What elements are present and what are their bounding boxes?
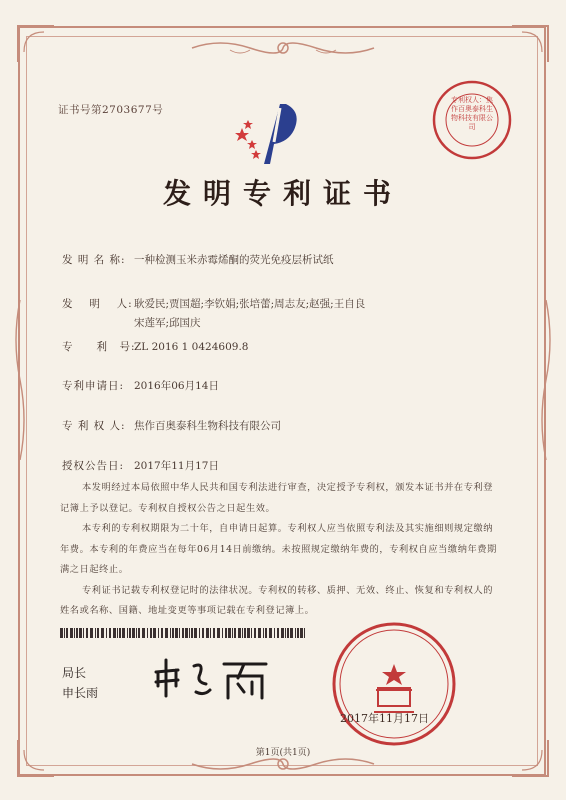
field-patent-number (62, 339, 248, 354)
signature-name: 申长雨 (62, 686, 99, 700)
field-label: 专 利 号: (62, 341, 136, 353)
page-title: 发明专利证书 (162, 177, 403, 210)
national-seal-icon (330, 620, 458, 748)
top-right-seal (430, 78, 514, 162)
field-value: 2016年06月14日 (134, 380, 219, 392)
cnipa-logo-icon (234, 98, 314, 168)
inventors-continuation: 宋莲军;邱国庆 (134, 317, 201, 329)
corner-ornament-icon (14, 22, 58, 66)
field-value: 焦作百奥泰科生物科技有限公司 (134, 420, 281, 432)
certificate-body (60, 478, 500, 622)
corner-ornament-icon (508, 22, 552, 66)
field-invention-name (62, 252, 334, 267)
field-label: 发 明 名 称: (62, 254, 126, 266)
side-ornament-icon (12, 300, 28, 460)
top-ornament-icon (190, 38, 376, 58)
side-ornament-icon (538, 300, 554, 460)
page-number: 第1页(共1页) (255, 748, 311, 758)
corner-ornament-icon (508, 736, 552, 780)
field-label: 授权公告日: (62, 460, 125, 472)
corner-ornament-icon (14, 736, 58, 780)
field-label: 专 利 权 人: (62, 420, 126, 432)
field-value: 耿爱民;贾国超;李钦娟;张培蕾;周志友;赵强;王自良 (134, 298, 366, 310)
field-value: 2017年11月17日 (134, 460, 219, 472)
field-inventors (62, 296, 365, 311)
body-paragraph: 本发明经过本局依照中华人民共和国专利法进行审查，决定授予专利权，颁发本证书并在专利登记簿上予以登记。专利权自授权公告之日起生效。 (60, 482, 494, 514)
body-paragraph: 本专利的专利权期限为二十年，自申请日起算。专利权人应当依照专利法及其实施细则规定缴纳年费。本专利的年费应当在每年06月14日前缴纳。未按照规定缴纳年费的，专利权自应当缴纳年费期满之日起终止。 (60, 523, 497, 575)
body-paragraph: 专利证书记载专利权登记时的法律状况。专利权的转移、质押、无效、终止、恢复和专利权人的姓名或名称、国籍、地址变更等事项记载在专利登记簿上。 (60, 584, 494, 616)
field-patentee (62, 418, 281, 433)
seal-text: 专利权人：焦作百奥泰科生物科技有限公司 (451, 96, 493, 131)
seal-date: 2017年11月17日 (340, 712, 429, 725)
signature-title: 局长 (62, 666, 87, 680)
field-label: 专利申请日: (62, 380, 125, 392)
field-value: ZL 2016 1 0424609.8 (134, 341, 249, 353)
field-label: 发 明 人: (62, 298, 133, 310)
field-application-date (62, 378, 219, 393)
handwritten-signature-icon (148, 652, 278, 702)
barcode-icon (60, 628, 308, 638)
certificate-number: 证书号第2703677号 (58, 104, 164, 116)
field-value: 一种检测玉米赤霉烯酮的荧光免疫层析试纸 (134, 254, 334, 266)
field-grant-date (62, 458, 219, 473)
